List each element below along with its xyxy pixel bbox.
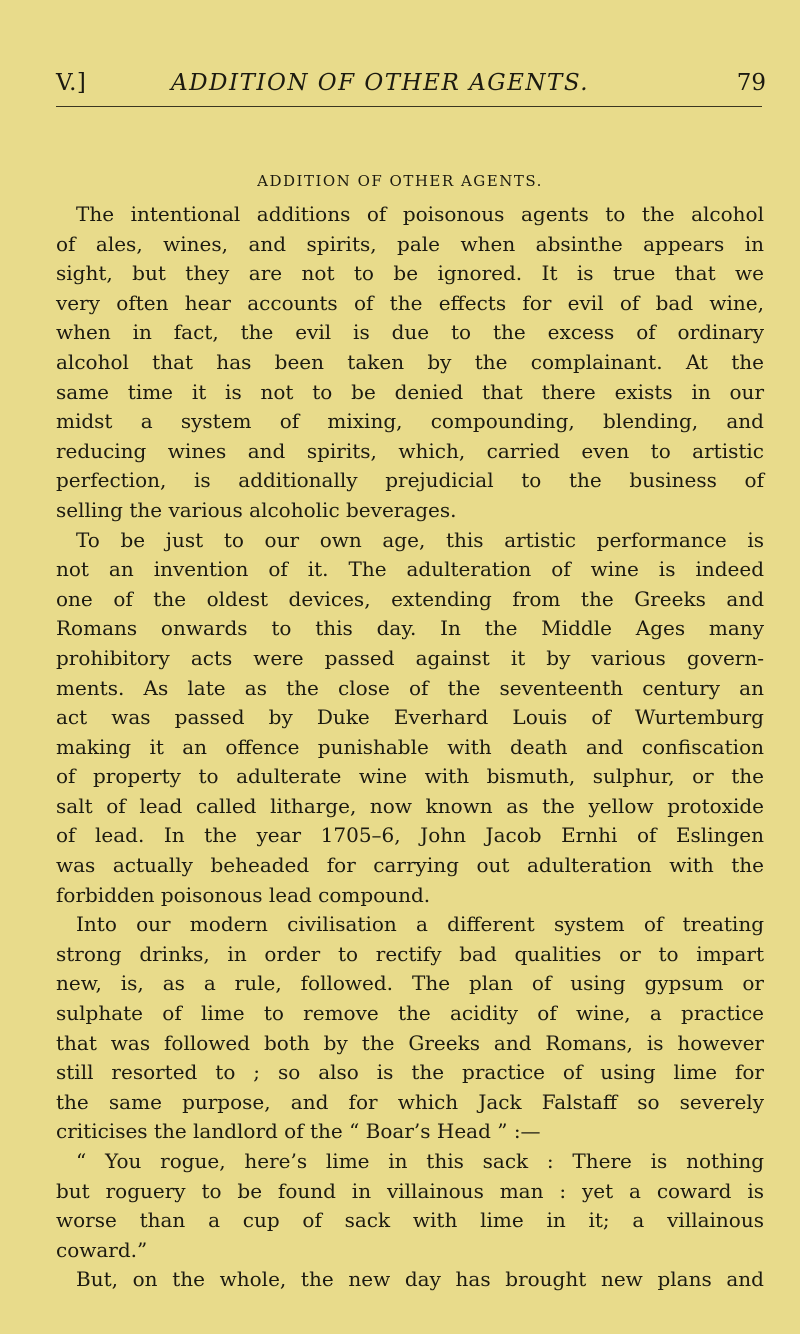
text-line: salt of lead called litharge, now known as the yellow protoxide <box>56 793 764 818</box>
text-line: of lead. In the year 1705–6, John Jacob Ernhi of Eslingen <box>56 823 764 848</box>
text-line: criticises the landlord of the “ Boar’s Head ” :— <box>56 1119 541 1144</box>
text-line: The intentional additions of poisonous agents to the alcohol <box>76 202 764 226</box>
section-heading: ADDITION OF OTHER AGENTS. <box>257 172 543 190</box>
text-line: prohibitory acts were passed against it by various govern- <box>56 645 764 670</box>
text-line: “ You rogue, here’s lime in this sack : There is nothing <box>76 1149 764 1173</box>
text-line: making it an offence punishable with death and confiscation <box>56 734 764 759</box>
body-text <box>56 200 764 1295</box>
text-line: not an invention of it. The adulteration of wine is indeed <box>56 557 764 582</box>
chapter-number: V.] <box>56 70 87 96</box>
text-line: when in fact, the evil is due to the excess of ordinary <box>56 320 764 345</box>
text-line: perfection, is additionally prejudicial to the business of <box>56 468 764 493</box>
text-line: selling the various alcoholic beverages. <box>56 497 457 522</box>
text-line: worse than a cup of sack with lime in it; a villainous <box>56 1208 764 1233</box>
running-title: ADDITION OF OTHER AGENTS. <box>171 70 590 96</box>
text-line: same time it is not to be denied that there exists in our <box>56 379 764 404</box>
text-line: reducing wines and spirits, which, carried even to artistic <box>56 438 764 463</box>
text-line: sight, but they are not to be ignored. It is true that we <box>56 261 764 286</box>
text-line: act was passed by Duke Everhard Louis of Wurtemburg <box>56 705 764 730</box>
text-line: was actually beheaded for carrying out adulteration with the <box>56 853 764 878</box>
page-number: 79 <box>736 70 766 96</box>
text-line: still resorted to ; so also is the practice of using lime for <box>56 1060 764 1085</box>
text-line: very often hear accounts of the effects for evil of bad wine, <box>56 290 764 315</box>
text-line: midst a system of mixing, compounding, blending, and <box>56 409 764 434</box>
text-line: Into our modern civilisation a different system of treating <box>76 912 764 937</box>
header-rule <box>56 106 762 107</box>
text-line: one of the oldest devices, extending from the Greeks and <box>56 586 764 611</box>
text-line: the same purpose, and for which Jack Falstaff so severely <box>56 1089 764 1114</box>
text-line: new, is, as a rule, followed. The plan of using gypsum or <box>56 971 764 996</box>
text-line: sulphate of lime to remove the acidity of wine, a practice <box>56 1001 764 1026</box>
running-head <box>56 70 766 104</box>
text-line: strong drinks, in order to rectify bad qualities or to impart <box>56 941 764 966</box>
text-line: Romans onwards to this day. In the Middle Ages many <box>56 616 764 641</box>
text-line: of ales, wines, and spirits, pale when absinthe appears in <box>56 231 764 256</box>
text-line: alcohol that has been taken by the complainant. At the <box>56 349 764 374</box>
text-line: of property to adulterate wine with bismuth, sulphur, or the <box>56 764 764 789</box>
text-line: But, on the whole, the new day has brought new plans and <box>76 1267 764 1292</box>
text-line: but roguery to be found in villainous man : yet a coward is <box>56 1178 764 1203</box>
text-line: ments. As late as the close of the seventeenth century an <box>56 675 764 700</box>
text-line: forbidden poisonous lead compound. <box>56 882 431 907</box>
text-line: To be just to our own age, this artistic performance is <box>76 527 764 552</box>
text-line: coward.” <box>56 1237 148 1262</box>
text-line: that was followed both by the Greeks and Romans, is however <box>56 1030 764 1055</box>
